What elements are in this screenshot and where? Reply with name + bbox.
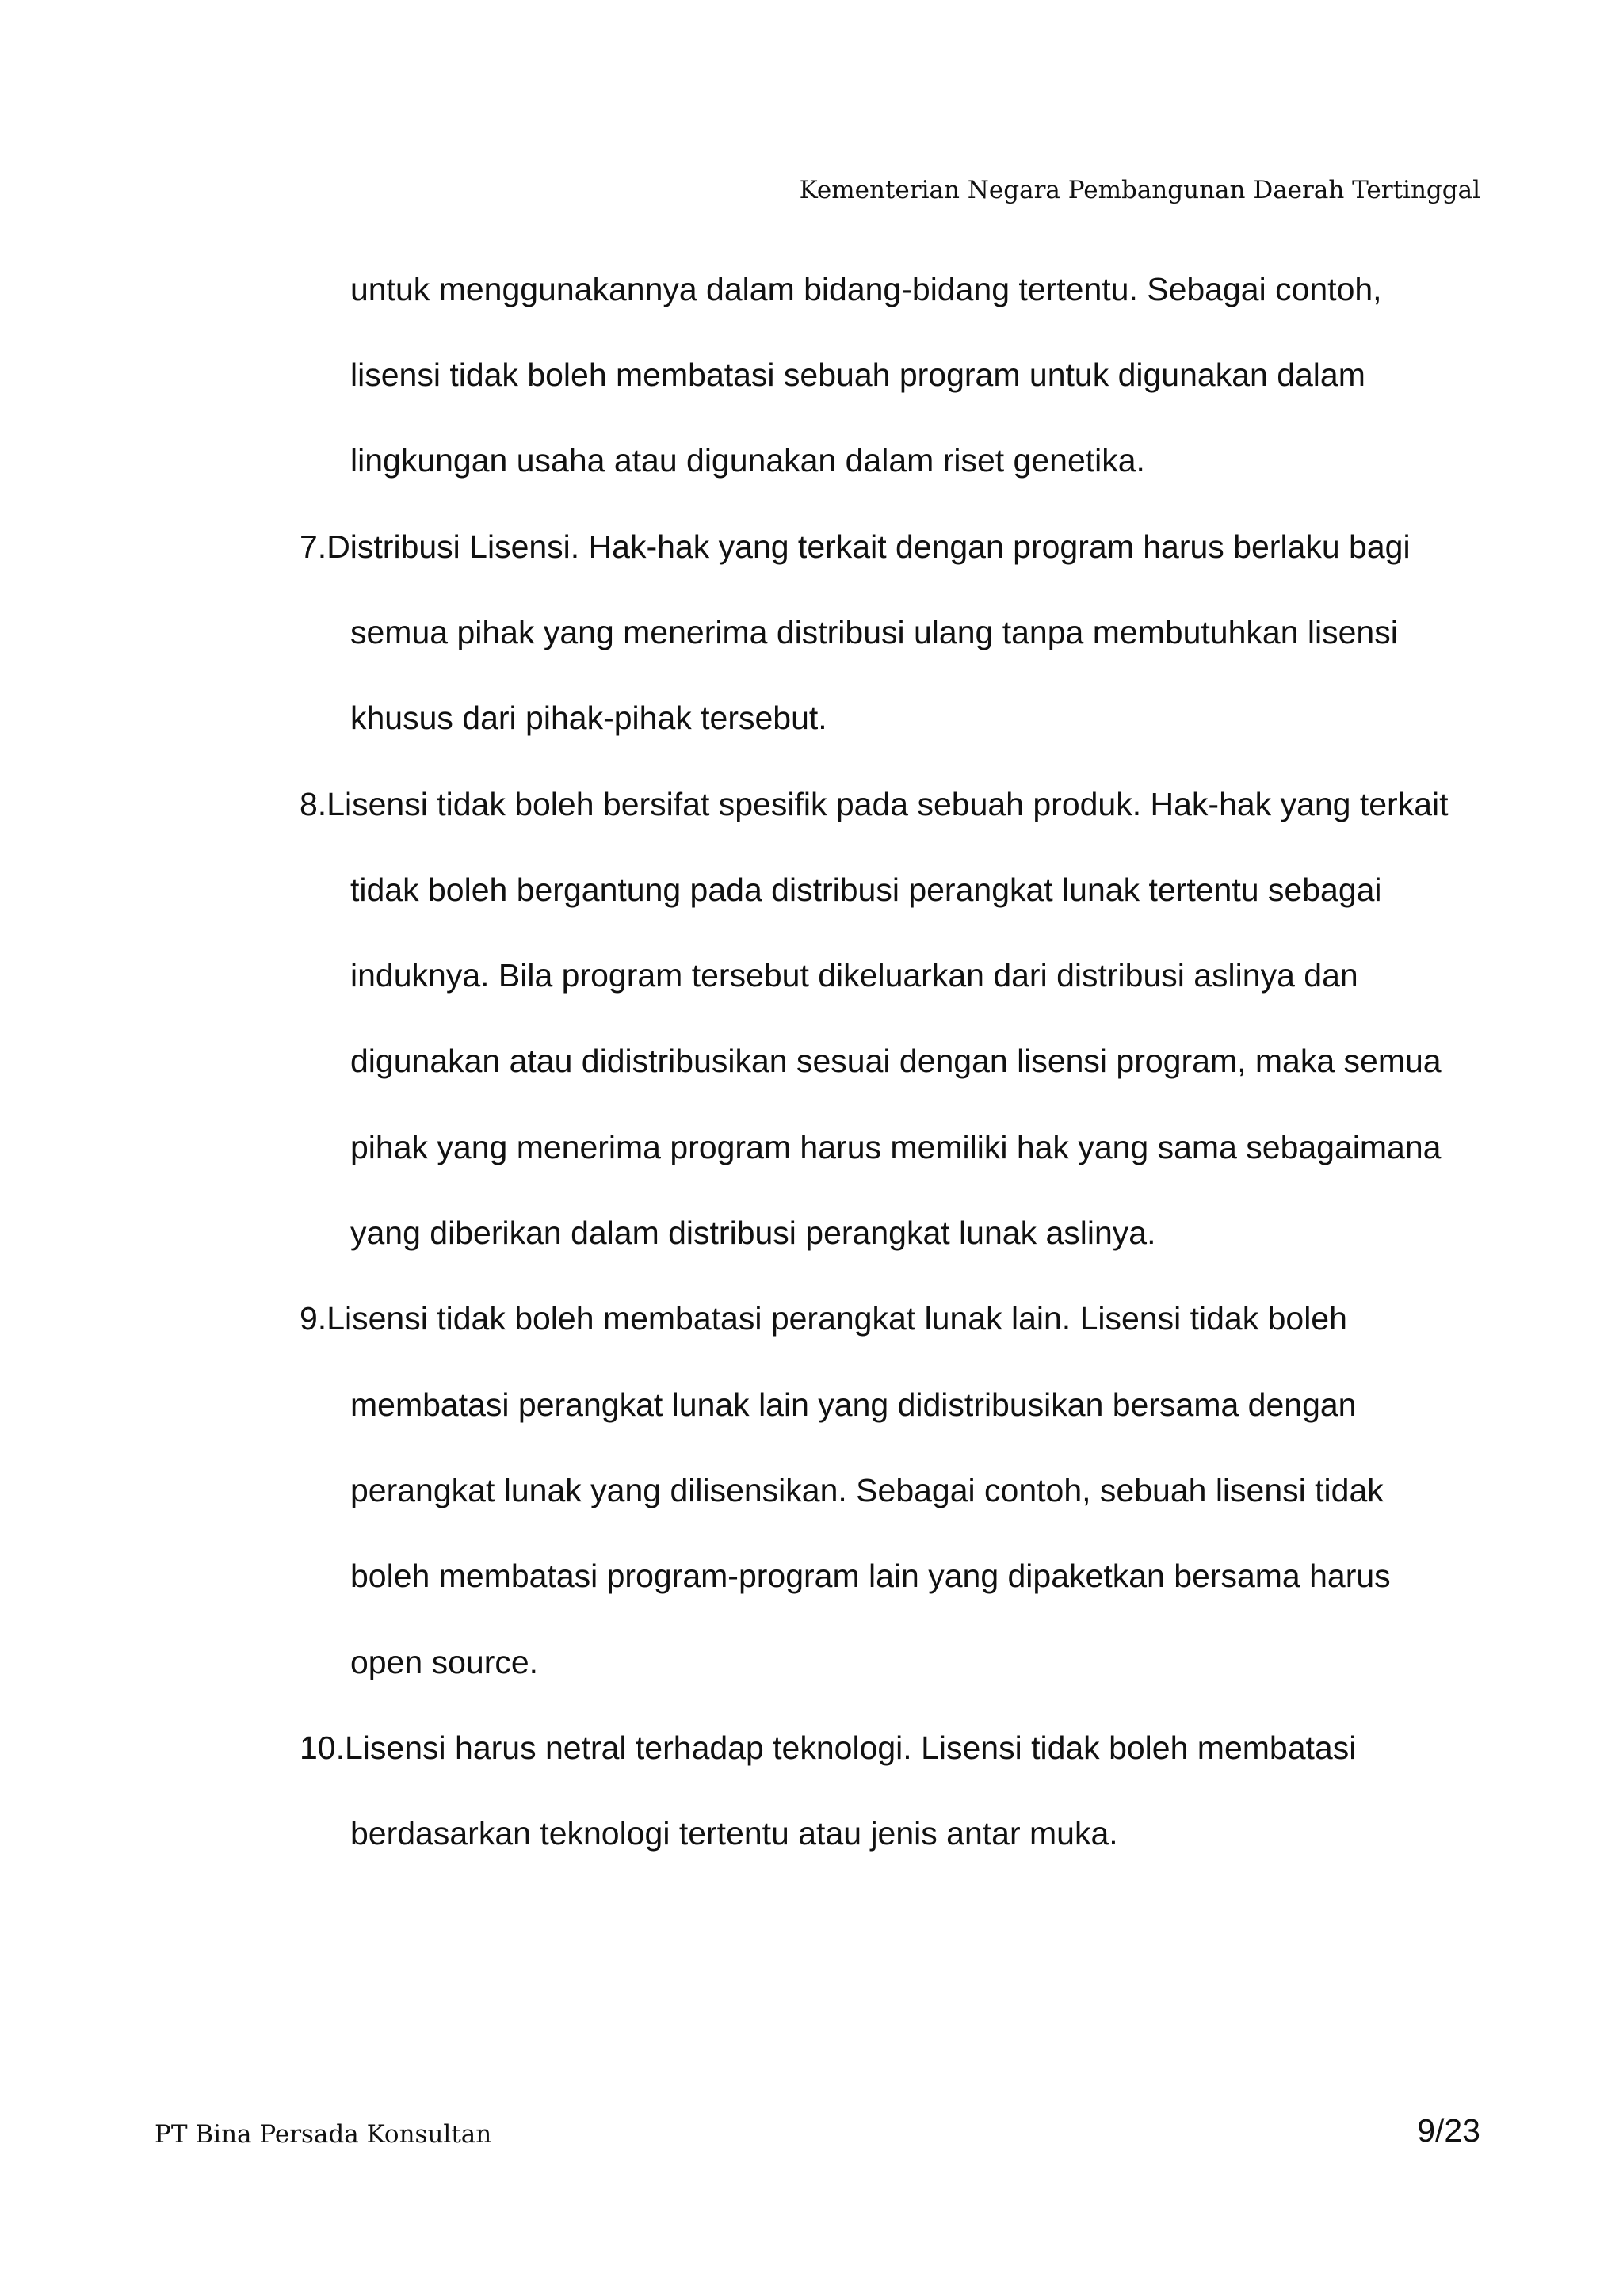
text-line: perangkat lunak yang dilisensikan. Sebagai contoh, sebuah lisensi tidak (350, 1472, 1384, 1508)
text-line: lingkungan usaha atau digunakan dalam riset genetika. (350, 442, 1145, 479)
text-line: untuk menggunakannya dalam bidang-bidang tertentu. Sebagai contoh, (350, 271, 1382, 307)
text-line: khusus dari pihak-pihak tersebut. (350, 700, 827, 736)
running-header: Kementerian Negara Pembangunan Daerah Tertinggal (799, 176, 1480, 204)
text-line: open source. (350, 1644, 539, 1680)
text-line: tidak boleh bergantung pada distribusi perangkat lunak tertentu sebagai (350, 871, 1382, 908)
text-line: berdasarkan teknologi tertentu atau jenis antar muka. (350, 1815, 1118, 1852)
text-line: induknya. Bila program tersebut dikeluarkan dari distribusi aslinya dan (350, 957, 1358, 994)
list-item-8: 8.Lisensi tidak boleh bersifat spesifik pada sebuah produk. Hak-hak yang terkait (300, 786, 1449, 822)
text-line: membatasi perangkat lunak lain yang didistribusikan bersama dengan (350, 1386, 1357, 1423)
text-line: semua pihak yang menerima distribusi ulang tanpa membutuhkan lisensi (350, 614, 1398, 650)
page-number: 9/23 (1417, 2112, 1480, 2149)
list-item-7: 7.Distribusi Lisensi. Hak-hak yang terkait dengan program harus berlaku bagi (300, 528, 1411, 565)
text-line: pihak yang menerima program harus memiliki hak yang sama sebagaimana (350, 1129, 1442, 1165)
text-line: boleh membatasi program-program lain yang dipaketkan bersama harus (350, 1558, 1391, 1594)
footer-company: PT Bina Persada Konsultan (155, 2120, 492, 2149)
text-line: digunakan atau didistribusikan sesuai dengan lisensi program, maka semua (350, 1043, 1442, 1079)
list-item-10: 10.Lisensi harus netral terhadap teknologi. Lisensi tidak boleh membatasi (300, 1730, 1357, 1766)
text-line: lisensi tidak boleh membatasi sebuah program untuk digunakan dalam (350, 357, 1365, 393)
text-line: yang diberikan dalam distribusi perangkat lunak aslinya. (350, 1215, 1156, 1251)
list-item-9: 9.Lisensi tidak boleh membatasi perangkat lunak lain. Lisensi tidak boleh (300, 1300, 1347, 1337)
